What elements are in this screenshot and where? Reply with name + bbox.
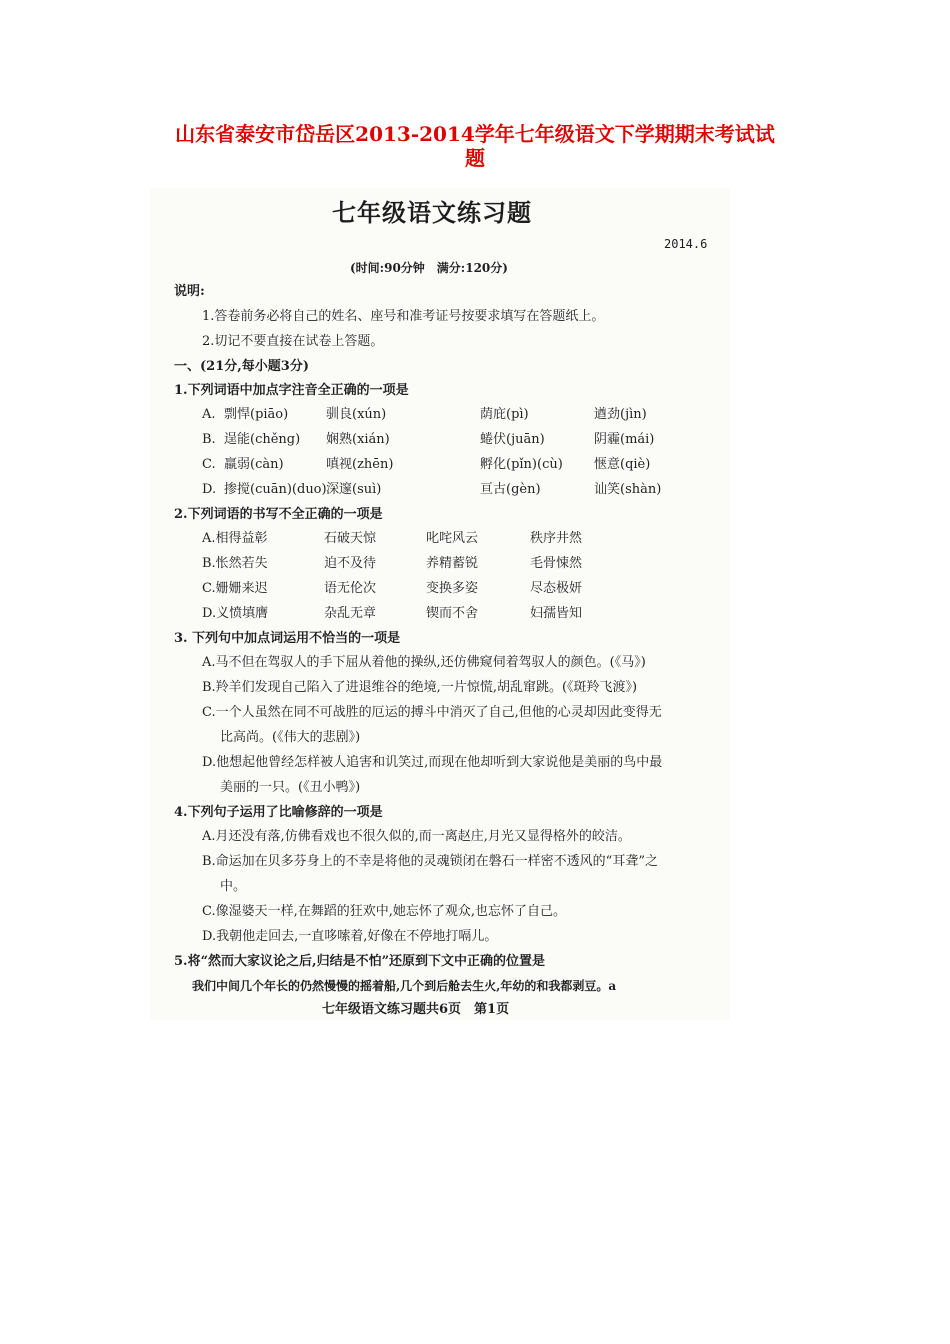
question-4-stem: 4.下列句子运用了比喻修辞的一项是 [174,805,383,820]
option-word: 羸弱(càn) [224,457,284,472]
question-line: 比高尚。(《伟大的悲剧》) [220,730,361,745]
option-word: 驯良(xún) [326,407,387,422]
option-word: 锲而不舍 [426,606,479,621]
section-heading: 一、(21分,每小题3分) [174,359,309,374]
option-word: 毛骨悚然 [530,556,583,571]
option-word: 变换多姿 [426,581,479,596]
question-line: B.羚羊们发现自己陷入了进退维谷的绝境,一片惊慌,胡乱窜跳。(《斑羚飞渡》) [202,680,638,695]
option-word: 娴熟(xián) [326,432,390,447]
question-3-stem: 3. 下列句中加点词运用不恰当的一项是 [174,631,401,646]
document-title-line2: 题 [465,146,485,170]
question-line: D.他想起他曾经怎样被人追害和讥笑过,而现在他却听到大家说他是美丽的鸟中最 [202,755,663,770]
option-word: 妇孺皆知 [530,606,583,621]
option-word: 逞能(chěng) [224,432,301,447]
option-word: 秩序井然 [530,531,583,546]
option-letter: B. [202,432,216,447]
question-5-stem: 5.将“然而大家议论之后,归结是不怕”还原到下文中正确的位置是 [174,954,546,969]
option-letter: C. [202,457,216,472]
option-word: 遒劲(jìn) [594,407,647,422]
question-line: A.马不但在驾驭人的手下屈从着他的操纵,还仿佛窥伺着驾驭人的颜色。(《马》) [202,655,646,670]
paper-date: 2014.6 [664,237,708,251]
option-word: 叱咤风云 [426,531,479,546]
option-letter: A. [202,407,216,422]
option-letter: D. [202,482,217,497]
option-word: 嗔视(zhēn) [326,457,394,472]
option-word: 阴霾(mái) [594,432,655,447]
option-word: A.相得益彰 [202,531,268,546]
question-line: B.命运加在贝多芬身上的不幸是将他的灵魂锁闭在磐石一样密不透风的“耳聋”之 [202,854,658,869]
option-word: 杂乱无章 [324,606,377,621]
option-word: 养精蓄锐 [426,556,479,571]
question-2-stem: 2.下列词语的书写不全正确的一项是 [174,507,383,522]
paper-time: (时间:90分钟 满分:120分) [350,261,508,275]
paper-title: 七年级语文练习题 [332,198,532,227]
option-word: 掺搅(cuān)(duo) [224,482,327,497]
option-word: 石破天惊 [324,531,377,546]
page-footer: 七年级语文练习题共6页 第1页 [322,1002,510,1017]
question-1-stem: 1.下列词语中加点字注音全正确的一项是 [174,383,409,398]
question-line: C.像湿婆天一样,在舞蹈的狂欢中,她忘怀了观众,也忘怀了自己。 [202,904,567,919]
option-word: 讪笑(shàn) [594,482,662,497]
note-item: 2.切记不要直接在试卷上答题。 [202,334,384,349]
option-word: C.姗姗来迟 [202,581,268,596]
option-word: 语无伦次 [324,581,377,596]
document-title [100,122,850,170]
option-word: 蜷伏(juān) [480,432,545,447]
note-item: 1.答卷前务必将自己的姓名、座号和准考证号按要求填写在答题纸上。 [202,309,605,324]
option-word: 迫不及待 [324,556,377,571]
option-word: 剽悍(piāo) [224,407,289,422]
notes-label: 说明: [174,284,205,299]
scanned-exam-page [150,188,730,1020]
option-word: 深邃(suì) [326,482,382,497]
option-word: 尽态极妍 [530,581,583,596]
document-title-line1: 山东省泰安市岱岳区2013-2014学年七年级语文下学期期末考试试 [175,122,775,146]
option-word: D.义愤填膺 [202,606,269,621]
question-line: A.月还没有落,仿佛看戏也不很久似的,而一离赵庄,月光又显得格外的皎洁。 [202,829,631,844]
option-word: 亘古(gèn) [480,482,541,497]
question-line: 美丽的一只。(《丑小鸭》) [220,780,361,795]
question-line: D.我朝他走回去,一直哆嗦着,好像在不停地打嗝儿。 [202,929,498,944]
option-word: B.怅然若失 [202,556,268,571]
option-word: 荫庇(pì) [480,407,529,422]
question-line: 中。 [220,879,247,894]
option-word: 惬意(qiè) [594,457,651,472]
option-word: 孵化(pǐn)(cù) [480,457,563,472]
question-5-passage: 我们中间几个年长的仍然慢慢的摇着船,几个到后舱去生火,年幼的和我都剥豆。a [192,979,617,993]
question-line: C.一个人虽然在同不可战胜的厄运的搏斗中消灭了自己,但他的心灵却因此变得无 [202,705,662,720]
